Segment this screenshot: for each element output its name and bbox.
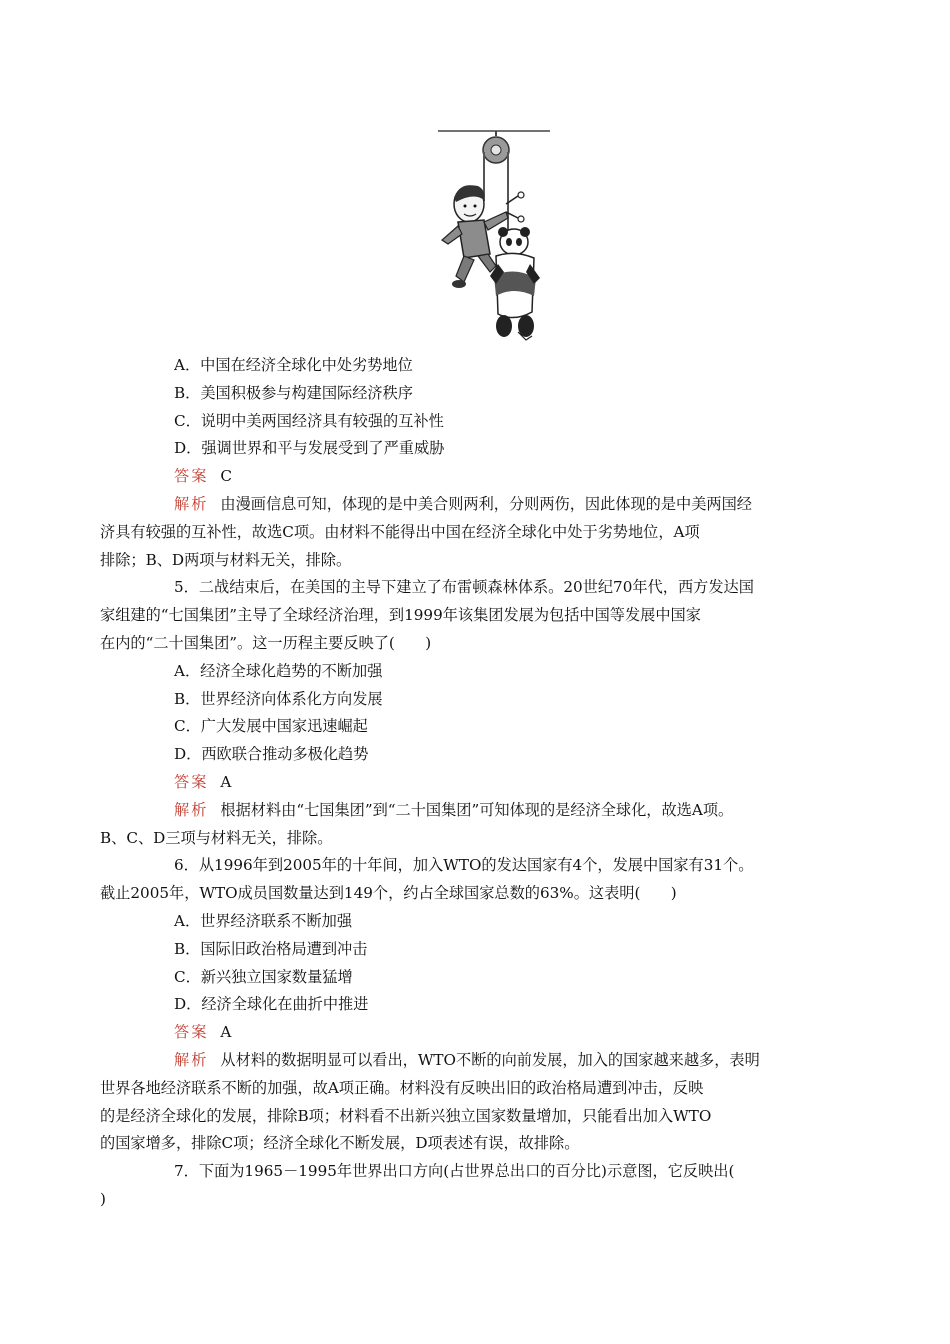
q4-answer (137, 463, 827, 491)
q6-analysis-line: 的是经济全球化的发展，排除B项；材料看不出新兴独立国家数量增加，只能看出加入WTO (100, 1106, 712, 1125)
answer-label: 答案 (174, 1023, 209, 1042)
q6-option-c: C．新兴独立国家数量猛增 (174, 967, 353, 986)
answer-value: A (220, 1023, 232, 1042)
analysis-text: 从材料的数据明显可以看出，WTO不断的向前发展，加入的国家越来越多，表明 (220, 1050, 760, 1069)
q6-option-b: B．国际旧政治格局遭到冲击 (174, 939, 368, 958)
q6-stem-line: 截止2005年，WTO成员国数量达到149个，约占全球国家总数的63%。这表明( ) (100, 884, 677, 903)
q5-option-a: A．经济全球化趋势的不断加强 (174, 661, 383, 680)
q6-stem-line: 6．从1996年到2005年的十年间，加入WTO的发达国家有4个，发展中国家有31个。 (174, 856, 754, 875)
q5-answer (137, 769, 827, 797)
q4-analysis-line (137, 491, 827, 519)
analysis-label: 解析 (174, 800, 209, 819)
q4-option-a: A．中国在经济全球化中处劣势地位 (174, 356, 413, 374)
cartoon-pulley-man-panda-icon (434, 126, 554, 348)
q7-stem-line: 7．下面为1965－1995年世界出口方向(占世界总出口的百分比)示意图，它反映出( (174, 1162, 735, 1181)
q5-option-d: D．西欧联合推动多极化趋势 (174, 745, 369, 764)
q5-option-b: B．世界经济向体系化方向发展 (174, 689, 383, 708)
answer-label: 答案 (174, 772, 209, 791)
q6-analysis-line: 世界各地经济联系不断的加强，故A项正确。材料没有反映出旧的政治格局遭到冲击，反映 (100, 1078, 704, 1097)
q4-option-b: B．美国积极参与构建国际经济秩序 (174, 383, 413, 402)
q4-analysis-line: 排除；B、D两项与材料无关，排除。 (100, 550, 352, 569)
answer-value: C (220, 467, 232, 486)
q6-analysis-line: 的国家增多，排除C项；经济全球化不断发展，D项表述有误，故排除。 (100, 1134, 580, 1153)
q7-stem-line: ) (100, 1189, 106, 1208)
q6-option-d: D．经济全球化在曲折中推进 (174, 995, 369, 1014)
answer-value: A (220, 772, 232, 791)
q5-analysis-line (137, 797, 827, 825)
analysis-label: 解析 (174, 1050, 209, 1069)
question-content (100, 352, 827, 1214)
q5-stem-line: 在内的“二十国集团”。这一历程主要反映了( ) (100, 633, 432, 652)
q5-analysis-line: B、C、D三项与材料无关，排除。 (100, 828, 333, 847)
q6-analysis-line (137, 1047, 827, 1075)
q5-stem-line: 5．二战结束后，在美国的主导下建立了布雷顿森林体系。20世纪70年代，西方发达国 (174, 578, 754, 597)
analysis-text: 根据材料由“七国集团”到“二十国集团”可知体现的是经济全球化，故选A项。 (220, 800, 734, 819)
q6-answer (137, 1019, 827, 1047)
q5-stem-line: 家组建的“七国集团”主导了全球经济治理，到1999年该集团发展为包括中国等发展中国家 (100, 606, 701, 625)
q4-option-d: D．强调世界和平与发展受到了严重威胁 (174, 439, 445, 458)
q6-option-a: A．世界经济联系不断加强 (174, 911, 353, 930)
q4-analysis-line: 济具有较强的互补性，故选C项。由材料不能得出中国在经济全球化中处于劣势地位，A项 (100, 522, 700, 541)
answer-label: 答案 (174, 467, 209, 486)
analysis-label: 解析 (174, 494, 209, 513)
q4-option-c: C．说明中美两国经济具有较强的互补性 (174, 411, 444, 430)
q5-option-c: C．广大发展中国家迅速崛起 (174, 717, 368, 736)
analysis-text: 由漫画信息可知，体现的是中美合则两利，分则两伤，因此体现的是中美两国经 (220, 494, 752, 513)
